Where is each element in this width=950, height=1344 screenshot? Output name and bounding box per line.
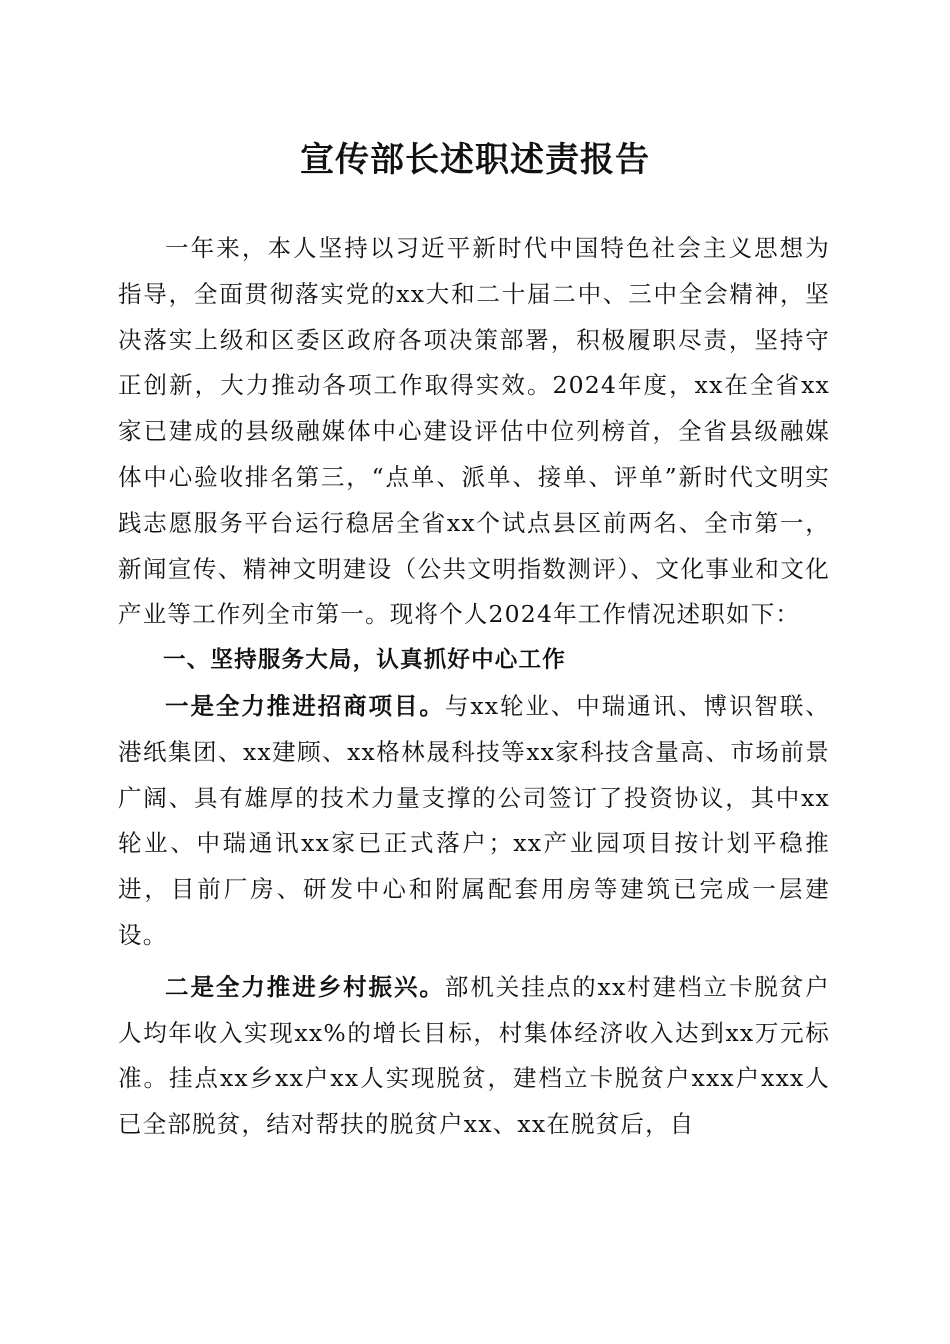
- item-lead-2: 二是全力推进乡村振兴。: [165, 972, 445, 1001]
- intro-paragraph: 一年来，本人坚持以习近平新时代中国特色社会主义思想为指导，全面贯彻落实党的xx大和二十届二中、三中全会精神，坚决落实上级和区委区政府各项决策部署，积极履职尽责，坚持守正创新，大力推动各项工作取得实效。2024年度，xx在全省xx家已建成的县级融媒体中心建设评估中位列榜首，全省县级融媒体中心验收排名第三，“点单、派单、接单、评单”新时代文明实践志愿服务平台运行稳居全省xx个试点县区前两名、全市第一，新闻宣传、精神文明建设（公共文明指数测评）、文化事业和文化产业等工作列全市第一。现将个人2024年工作情况述职如下：: [118, 234, 830, 629]
- item-paragraph-2: [118, 965, 830, 1148]
- item-paragraph-1: [118, 684, 830, 959]
- item-body-2: 部机关挂点的xx村建档立卡脱贫户人均年收入实现xx%的增长目标，村集体经济收入达到xx万元标准。挂点xx乡xx户xx人实现脱贫，建档立卡脱贫户xxx户xxx人已全部脱贫，结对帮扶的脱贫户xx、xx在脱贫后，自: [118, 972, 830, 1139]
- item-lead-1: 一是全力推进招商项目。: [165, 691, 445, 720]
- page-title: 宣传部长述职述责报告: [300, 140, 650, 180]
- document-body: [118, 226, 830, 1148]
- section-heading-1: 一、坚持服务大局，认真抓好中心工作: [163, 647, 566, 674]
- item-body-1: 与xx轮业、中瑞通讯、博识智联、港纸集团、xx建顾、xx格林晟科技等xx家科技含量高、市场前景广阔、具有雄厚的技术力量支撑的公司签订了投资协议，其中xx轮业、中瑞通讯xx家已正式落户；xx产业园项目按计划平稳推进，目前厂房、研发中心和附属配套用房等建筑已完成一层建设。: [118, 691, 830, 949]
